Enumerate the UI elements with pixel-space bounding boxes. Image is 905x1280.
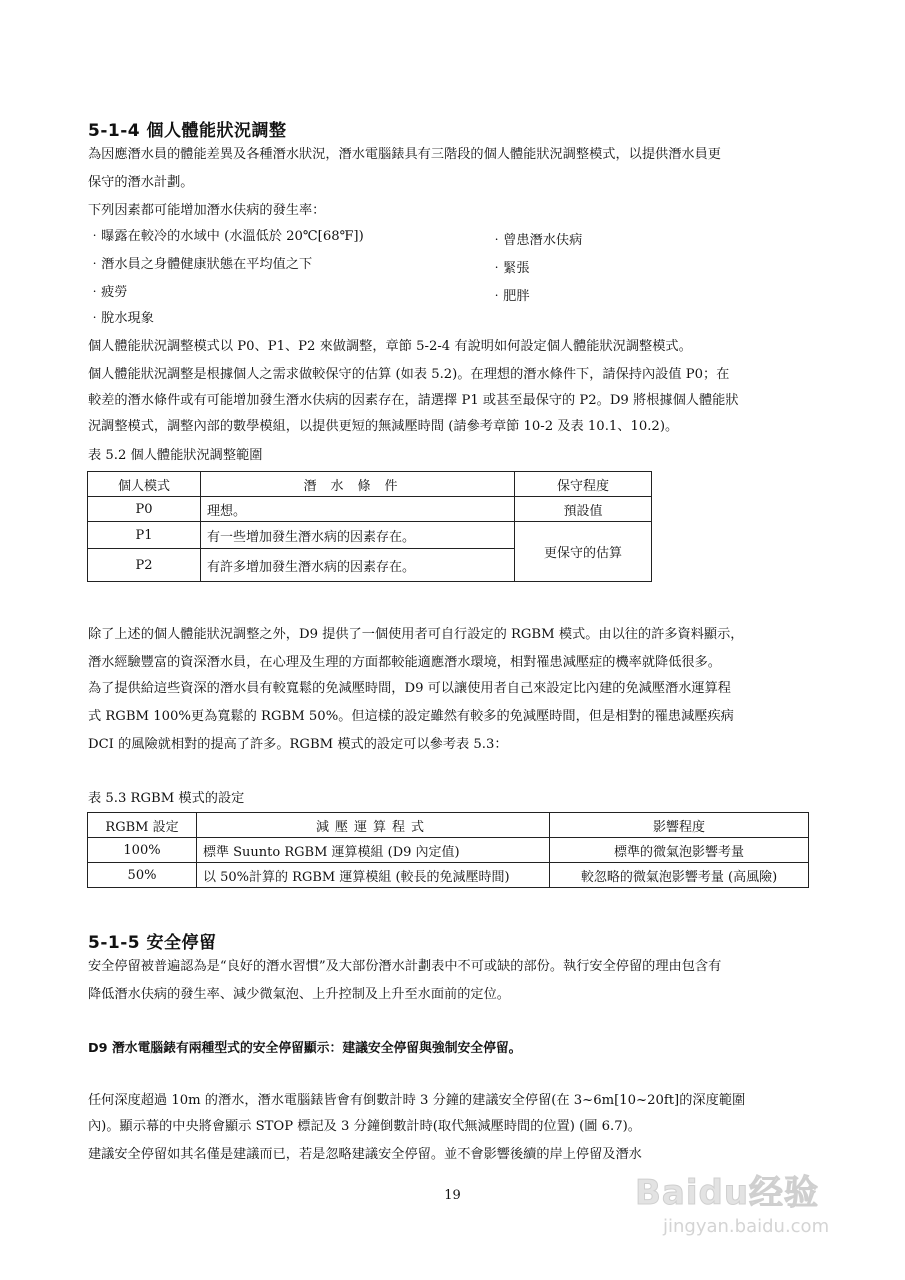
safety-line-4: 內)。顯示幕的中央將會顯示 STOP 標記及 3 分鐘倒數計時(取代無減壓時間的位置) (圖 6.7)。 [88,1119,641,1134]
factor-left-3: ‧疲勞 [88,285,128,300]
table-cell: P1 [88,522,201,549]
table-header-cell: RGBM 設定 [88,813,197,838]
section-title-5-1-4: 5-1-4 個人體能狀況調整 [88,121,287,141]
table-cell: 標準 Suunto RGBM 運算模組 (D9 內定值) [197,838,550,863]
safety-line-5: 建議安全停留如其名僅是建議而已，若是忽略建議安全停留。並不會影響後續的岸上停留及潛水 [88,1147,642,1162]
section-title-5-1-5: 5-1-5 安全停留 [88,933,217,953]
factor-right-1: ‧曾患潛水伕病 [490,233,583,248]
factor-left-2: ‧潛水員之身體健康狀態在平均值之下 [88,257,313,272]
table-cell: 有許多增加發生潛水病的因素存在。 [201,549,515,582]
rgbm-line-5: DCI 的風險就相對的提高了許多。RGBM 模式的設定可以參考表 5.3： [88,737,508,752]
factor-left-1: ‧曝露在較冷的水域中 (水溫低於 20℃[68℉]) [88,229,364,244]
table-header-cell: 減壓運算程式 [197,813,550,838]
watermark-url: jingyan.baidu.com [663,1216,830,1237]
safety-bold-statement: D9 潛水電腦錶有兩種型式的安全停留顯示：建議安全停留與強制安全停留。 [88,1041,522,1056]
table-row [88,522,652,549]
rgbm-line-4: 式 RGBM 100%更為寬鬆的 RGBM 50%。但這樣的設定雖然有較多的免減壓時間，但是相對的罹患減壓疾病 [88,709,734,724]
table-header-cell: 潛水條件 [201,472,515,497]
table-header-cell: 影響程度 [550,813,809,838]
intro-line-2: 保守的潛水計劃。 [88,175,194,190]
table-row [88,838,809,863]
rgbm-line-2: 潛水經驗豐富的資深潛水員，在心理及生理的方面都較能適應潛水環境，相對罹患減壓症的機率就降低很多。 [88,655,721,670]
paragraph-2: 個人體能狀況調整模式以 P0、P1、P2 來做調整，章節 5-2-4 有說明如何設定個人體能狀況調整模式。 [88,339,692,354]
factor-right-3: ‧肥胖 [490,289,530,304]
table-cell: 更保守的估算 [515,522,652,582]
table-cell: 預設值 [515,497,652,522]
rgbm-line-1: 除了上述的個人體能狀況調整之外，D9 提供了一個使用者可自行設定的 RGBM 模式。由以往的許多資料顯示， [88,627,744,642]
table-5-2-caption: 表 5.2 個人體能狀況調整範圍 [88,448,263,463]
table-cell: 理想。 [201,497,515,522]
table-cell: 較忽略的微氣泡影響考量 (高風險) [550,863,809,888]
rgbm-line-3: 為了提供給這些資深的潛水員有較寬鬆的免減壓時間，D9 可以讓使用者自己來設定比內建的免減壓潛水運算程 [88,681,731,696]
table-cell: 50% [88,863,197,888]
baidu-watermark [635,1165,865,1245]
table-header-cell: 保守程度 [515,472,652,497]
safety-line-3: 任何深度超過 10m 的潛水，潛水電腦錶皆會有倒數計時 3 分鐘的建議安全停留(在 3~6m[10~20ft]的深度範圍 [88,1093,746,1108]
intro-line-1: 為因應潛水員的體能差異及各種潛水狀況，潛水電腦錶具有三階段的個人體能狀況調整模式，以提供潛水員更 [88,147,721,162]
table-cell: 有一些增加發生潛水病的因素存在。 [201,522,515,549]
page-number: 19 [444,1188,461,1203]
paragraph-3-line-3: 況調整模式，調整內部的數學模組，以提供更短的無減壓時間 (請參考章節 10-2 及表 10.1、10.2)。 [88,419,679,434]
table-cell: 100% [88,838,197,863]
table-5-2 [87,471,652,582]
safety-line-2: 降低潛水伕病的發生率、減少微氣泡、上升控制及上升至水面前的定位。 [88,987,510,1002]
table-cell: P0 [88,497,201,522]
factor-right-2: ‧緊張 [490,261,530,276]
table-header-row [88,472,652,497]
table-row [88,497,652,522]
factor-left-4: ‧脫水現象 [88,311,154,326]
table-header-cell: 個人模式 [88,472,201,497]
table-header-row [88,813,809,838]
paragraph-3-line-1: 個人體能狀況調整是根據個人之需求做較保守的估算 (如表 5.2)。在理想的潛水條件下，請保持內設值 P0；在 [88,367,730,382]
table-cell: P2 [88,549,201,582]
table-cell: 標準的微氣泡影響考量 [550,838,809,863]
safety-line-1: 安全停留被普遍認為是“良好的潛水習慣”及大部份潛水計劃表中不可或缺的部份。執行安全停留的理由包含有 [88,959,722,974]
table-cell: 以 50%計算的 RGBM 運算模組 (較長的免減壓時間) [197,863,550,888]
paragraph-3-line-2: 較差的潛水條件或有可能增加發生潛水伕病的因素存在，請選擇 P1 或甚至最保守的 P2。D9 將根據個人體能狀 [88,393,739,408]
table-5-3 [87,812,809,888]
baidu-logo: Baidu经验 [635,1173,820,1213]
table-row [88,863,809,888]
factors-heading: 下列因素都可能增加潛水伕病的發生率： [88,203,326,218]
table-5-3-caption: 表 5.3 RGBM 模式的設定 [88,791,245,806]
